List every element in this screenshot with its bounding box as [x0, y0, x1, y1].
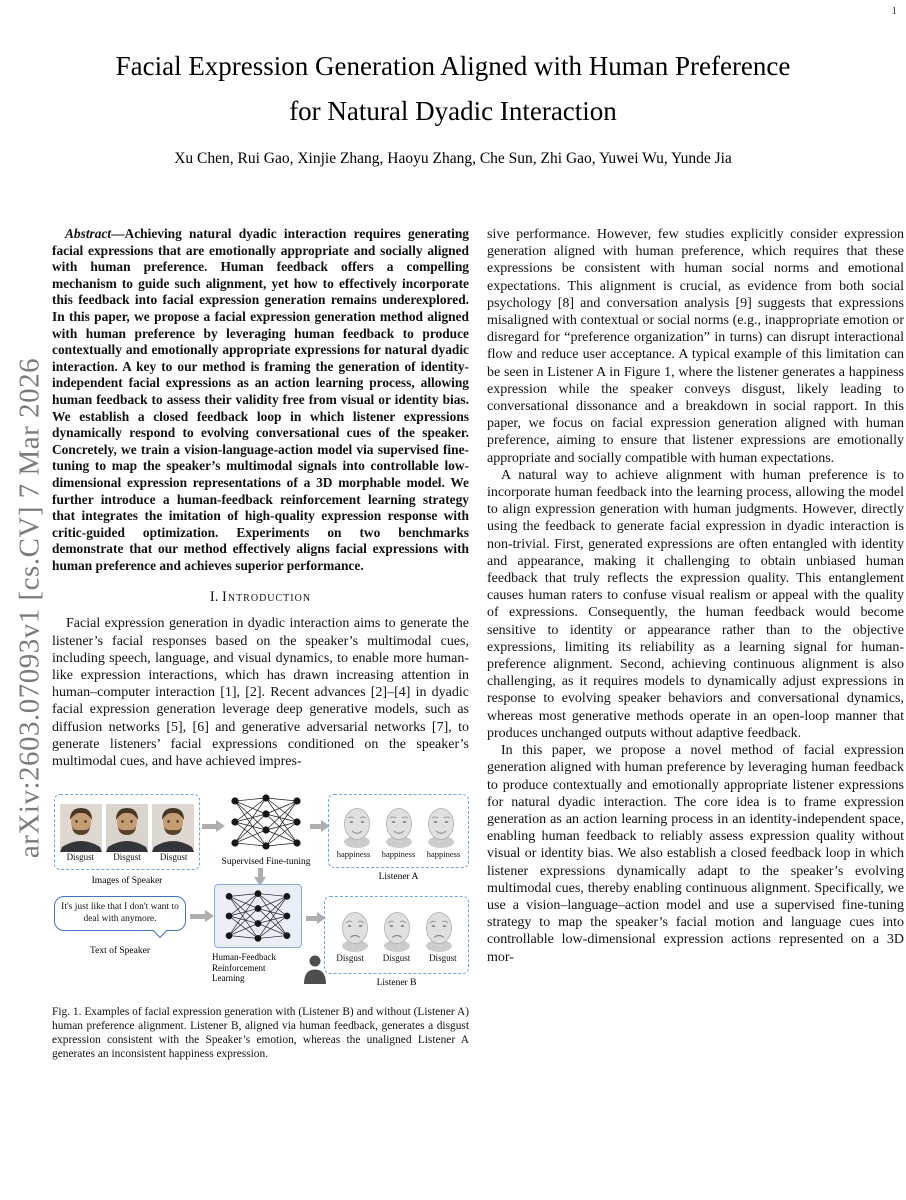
paper-authors: Xu Chen, Rui Gao, Xinjie Zhang, Haoyu Zhang, Che Sun, Zhi Gao, Yuwei Wu, Yunde Jia	[174, 150, 732, 167]
section-number: I.	[209, 589, 219, 606]
listener-b-label: Disgust	[429, 952, 457, 963]
abstract-label: Abstract	[65, 226, 112, 241]
intro-paragraph-1: Facial expression generation in dyadic interaction aims to generate the listener’s facial responses based on the speaker’s multimodal cues, including speech, language, and visual dynamics, to enable more human-like expression interactions, which has drawn increasing attention in human–computer interaction [1], [2]. Recent advances [2]–[4] in dyadic facial expression generation leverage deep generative models, such as diffusion networks [5], [6] and generative adversarial networks [7], to generate listeners’ facial expressions conditioned on the speaker’s multimodal cues, and have achieved impres-	[52, 616, 469, 770]
arxiv-watermark: arXiv:2603.07093v1 [cs.CV] 7 Mar 2026	[13, 357, 46, 859]
arrow-right-icon	[190, 914, 206, 919]
right-column	[487, 226, 904, 966]
listener-face-icon	[336, 909, 374, 953]
left-column	[52, 226, 469, 1061]
paper-title	[0, 44, 906, 134]
listener-b-face-strip	[336, 909, 458, 953]
listener-b-label: Disgust	[336, 952, 364, 963]
speaker-emotion-labels	[57, 852, 197, 863]
speaker-label: Disgust	[66, 851, 95, 862]
listener-a-emotion-labels	[331, 849, 466, 860]
section-heading-introduction	[52, 589, 469, 606]
figure-1	[52, 788, 469, 996]
section-title: Introduction	[222, 589, 312, 606]
listener-face-icon	[378, 909, 416, 953]
listener-face-icon	[338, 805, 376, 849]
speaker-photo-icon	[106, 804, 148, 852]
speaker-images-box	[54, 794, 200, 870]
listener-face-icon	[422, 805, 460, 849]
listener-face-icon	[380, 805, 418, 849]
listener-b-caption: Listener B	[376, 978, 417, 989]
figure-1-caption: Fig. 1. Examples of facial expression generation with (Listener B) and without (Listener A) human preference alignment. Listener B, aligned via human feedback, generates a disgust expression consistent with the Speaker’s emotion, whereas the unaligned Listener A generates an inconsistent happiness expression.	[52, 1006, 469, 1060]
listener-b-label: Disgust	[382, 952, 411, 963]
speaker-photo-icon	[60, 804, 102, 852]
hfrl-caption: Human-Feedback Reinforcement Learning	[212, 952, 276, 984]
listener-a-label: happiness	[336, 848, 371, 859]
arrow-right-icon	[202, 824, 217, 829]
arrow-right-icon	[306, 916, 318, 921]
speaker-text-caption: Text of Speaker	[89, 946, 150, 957]
abstract-text: —Achieving natural dyadic interaction requires generating facial expressions that are emotionally appropriate and socially aligned with human preference. Human feedback offers a compelling mechanism to guide such alignment, yet how to effectively incorporate this feedback into facial expression generation remains underexplored. In this paper, we propose a facial expression generation method aligned with human preference by leveraging human feedback to produce contextually and emotionally appropriate expressions for natural dyadic interaction. A key to our method is framing the generation of identity-independent facial expressions as an action learning process, allowing human feedback to assess their validity free from visual or identity bias. We establish a closed feedback loop in which listener expressions dynamically respond to evolving conversational cues of the speaker. Concretely, we train a vision-language-action model via supervised fine-tuning to map the speaker’s multimodal signals into controllable low-dimensional expression representations of a 3D morphable model. We further introduce a human-feedback reinforcement learning strategy that integrates the imitation of high-quality expression response with critic-guided optimization. Experiments on two benchmarks demonstrate that our method effectively aligns facial expressions with human preference and achieves superior performance.	[52, 226, 469, 573]
neural-network-icon	[220, 888, 296, 944]
right-paragraph-2: A natural way to achieve alignment with human preference is to incorporate human feedback into the learning process, allowing the model to align expression generation with human judgments. However, directly using the feedback to generate facial expression in dyadic interaction is non-trivial. First, generated expressions are often entangled with identity and appearance, making it challenging to obtain unbiased human feedback that truly reflects the expression quality. This entanglement causes human raters to confuse visual realism or appeal with the quality of expressions. Consequently, the human feedback would become sensitive to identity or appearance rather than to the objective expressions, limiting its reliability as a learning signal for human-preference alignment. Second, achieving continuous alignment is also challenging, as it requires models to dynamically adjust expressions in response to evolving speaker behaviors and conversational dynamics, whereas most generative methods operate in an open-loop manner that produces unchanged outputs without adaptive feedback.	[487, 467, 904, 741]
listener-a-face-strip	[338, 805, 460, 849]
listener-a-caption: Listener A	[378, 872, 419, 883]
paper-title-line1: Facial Expression Generation Aligned with Human Preference	[115, 51, 791, 81]
speaker-label: Disgust	[159, 851, 188, 862]
right-paragraph-3: In this paper, we propose a novel method of facial expression generation aligned with human preference by leveraging human feedback to produce contextually and emotionally appropriate listener expressions for natural dyadic interaction. The core idea is to frame expression generation as an action learning process in an identity-independent space, enabling human feedback to reliably assess expression quality without visual or identity bias. We also establish a closed feedback loop in which listener expressions dynamically adapt to the speaker’s evolving multimodal cues, thereby enabling continuous alignment. Specifically, we use a vision–language–action model and use a supervised fine-tuning strategy to map the speaker’s facial motion and language cues into controllable low-dimensional expression actions represented on a 3D mor-	[487, 743, 904, 965]
speaker-text-bubble: It's just like that I don't want to deal with anymore.	[54, 896, 186, 931]
sft-caption: Supervised Fine-tuning	[221, 857, 311, 868]
neural-network-icon	[226, 792, 306, 852]
listener-b-box	[324, 896, 469, 974]
listener-a-box	[328, 794, 469, 868]
arrow-down-icon	[258, 868, 263, 878]
listener-face-icon	[420, 909, 458, 953]
listener-a-label: happiness	[381, 848, 416, 859]
speaker-label: Disgust	[113, 851, 141, 862]
speaker-images-caption: Images of Speaker	[91, 876, 163, 887]
right-paragraph-1: sive performance. However, few studies explicitly consider expression generation aligned with human preference, which requires that these expressions be consistent with human social norms and emotional expectations. This alignment is crucial, as evidence from both social psychology [8] and conversation analysis [9] suggests that expressions misaligned with contextual or social norms (e.g., inappropriate emotion or disregard for “preference organization” in turns) can disrupt interactional flow and reduce user acceptance. A typical example of this limitation can be seen in Listener A in Figure 1, where the listener generates a happiness expression while the speaker conveys disgust, likely leading to conversational dissonance and a breakdown in social rapport. In this paper, we focus on facial expression generation aligned with human preference, aiming to ensure that listener expressions are emotionally appropriate and socially compatible with human expectations.	[487, 227, 904, 466]
two-column-layout	[0, 226, 906, 1061]
speaker-photo-strip	[60, 804, 194, 852]
hfrl-model-box	[214, 884, 302, 948]
page-number: 1	[891, 5, 897, 17]
speaker-photo-icon	[152, 804, 194, 852]
listener-a-label: happiness	[426, 848, 461, 859]
abstract	[52, 226, 469, 574]
arrow-right-icon	[310, 824, 322, 829]
listener-b-emotion-labels	[327, 953, 466, 964]
paper-title-line2: for Natural Dyadic Interaction	[289, 96, 617, 126]
